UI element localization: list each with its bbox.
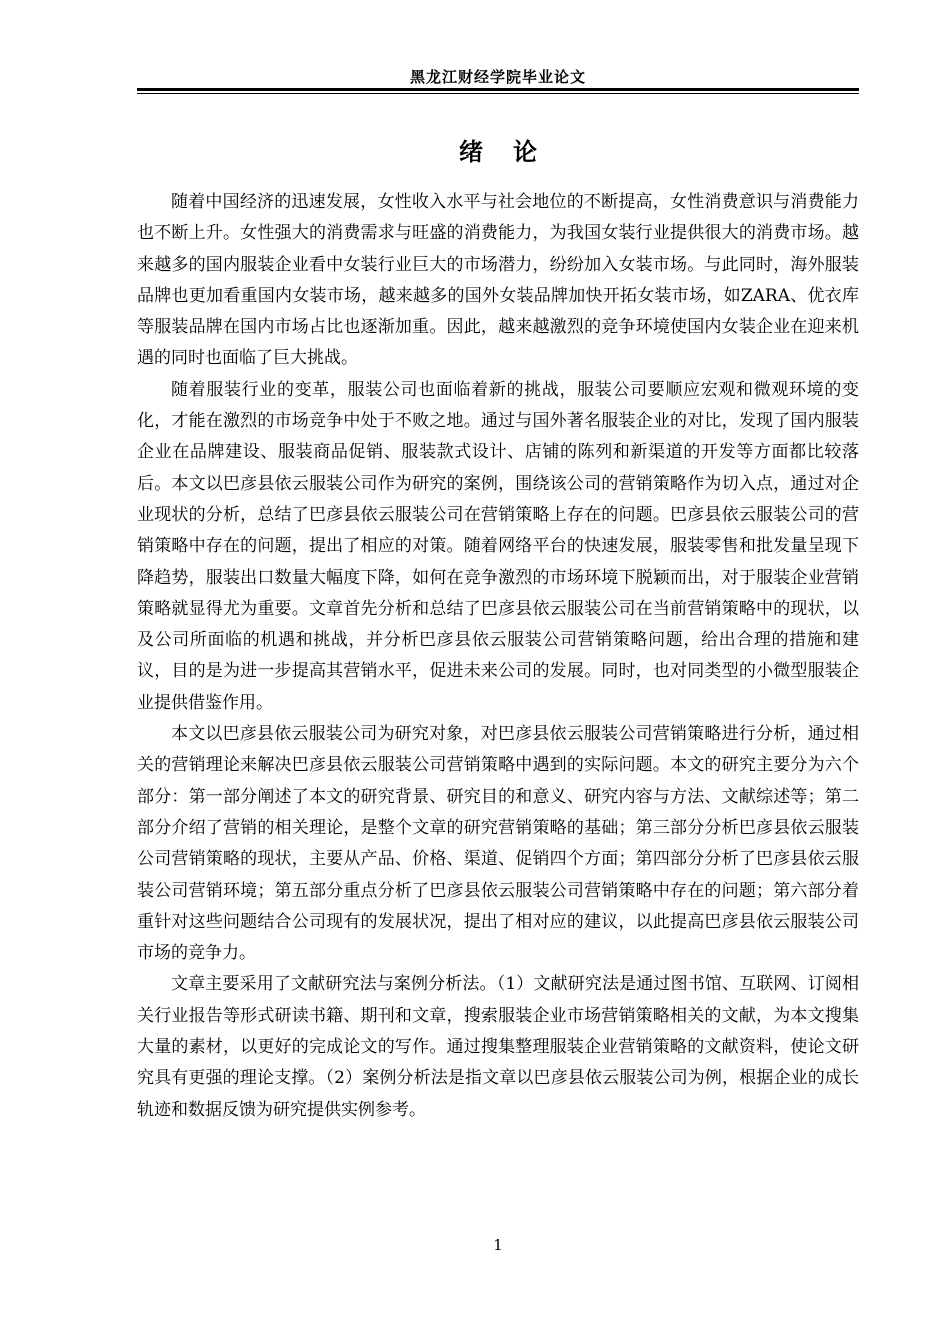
header-rule-thin [137, 93, 859, 94]
paragraph-4: 文章主要采用了文献研究法与案例分析法。（1）文献研究法是通过图书馆、互联网、订阅相关行业报告等形式研读书籍、期刊和文章，搜索服装企业市场营销策略相关的文献，为本文搜集大量的素材，以更好的完成论文的写作。通过搜集整理服装企业营销策略的文献资料，使论文研究具有更强的理论支撑。（2）案例分析法是指文章以巴彦县依云服装公司为例，根据企业的成长轨迹和数据反馈为研究提供实例参考。 [137, 974, 859, 1120]
body-text [137, 187, 859, 1126]
paragraph-1: 随着中国经济的迅速发展，女性收入水平与社会地位的不断提高，女性消费意识与消费能力也不断上升。女性强大的消费需求与旺盛的消费能力，为我国女装行业提供很大的消费市场。越来越多的国内服装企业看中女装行业巨大的市场潜力，纷纷加入女装市场。与此同时，海外服装品牌也更加看重国内女装市场，越来越多的国外女装品牌加快开拓女装市场，如ZARA、优衣库等服装品牌在国内市场占比也逐渐加重。因此，越来越激烈的竞争环境使国内女装企业在迎来机遇的同时也面临了巨大挑战。 [137, 192, 859, 369]
page-number: 1 [493, 1236, 503, 1254]
running-header-title: 黑龙江财经学院毕业论文 [409, 68, 586, 86]
header-rule-thick [137, 88, 859, 91]
paragraph-2: 随着服装行业的变革，服装公司也面临着新的挑战，服装公司要顺应宏观和微观环境的变化，才能在激烈的市场竞争中处于不败之地。通过与国外著名服装企业的对比，发现了国内服装企业在品牌建设、服装商品促销、服装款式设计、店铺的陈列和新渠道的开发等方面都比较落后。本文以巴彦县依云服装公司作为研究的案例，围绕该公司的营销策略作为切入点，通过对企业现状的分析，总结了巴彦县依云服装公司在营销策略上存在的问题。巴彦县依云服装公司的营销策略中存在的问题，提出了相应的对策。随着网络平台的快速发展，服装零售和批发量呈现下降趋势，服装出口数量大幅度下降，如何在竞争激烈的市场环境下脱颖而出，对于服装企业营销策略就显得尤为重要。文章首先分析和总结了巴彦县依云服装公司在当前营销策略中的现状，以及公司所面临的机遇和挑战，并分析巴彦县依云服装公司营销策略问题，给出合理的措施和建议，目的是为进一步提高其营销水平，促进未来公司的发展。同时，也对同类型的小微型服装企业提供借鉴作用。 [137, 379, 859, 713]
paragraph-3: 本文以巴彦县依云服装公司为研究对象，对巴彦县依云服装公司营销策略进行分析，通过相关的营销理论来解决巴彦县依云服装公司营销策略中遇到的实际问题。本文的研究主要分为六个部分：第一部分阐述了本文的研究背景、研究目的和意义、研究内容与方法、文献综述等；第二部分介绍了营销的相关理论，是整个文章的研究营销策略的基础；第三部分分析巴彦县依云服装公司营销策略的现状，主要从产品、价格、渠道、促销四个方面；第四部分分析了巴彦县依云服装公司营销环境；第五部分重点分析了巴彦县依云服装公司营销策略中存在的问题；第六部分着重针对这些问题结合公司现有的发展状况，提出了相对应的建议，以此提高巴彦县依云服装公司市场的竞争力。 [137, 724, 859, 964]
chapter-title: 绪论 [459, 138, 567, 166]
